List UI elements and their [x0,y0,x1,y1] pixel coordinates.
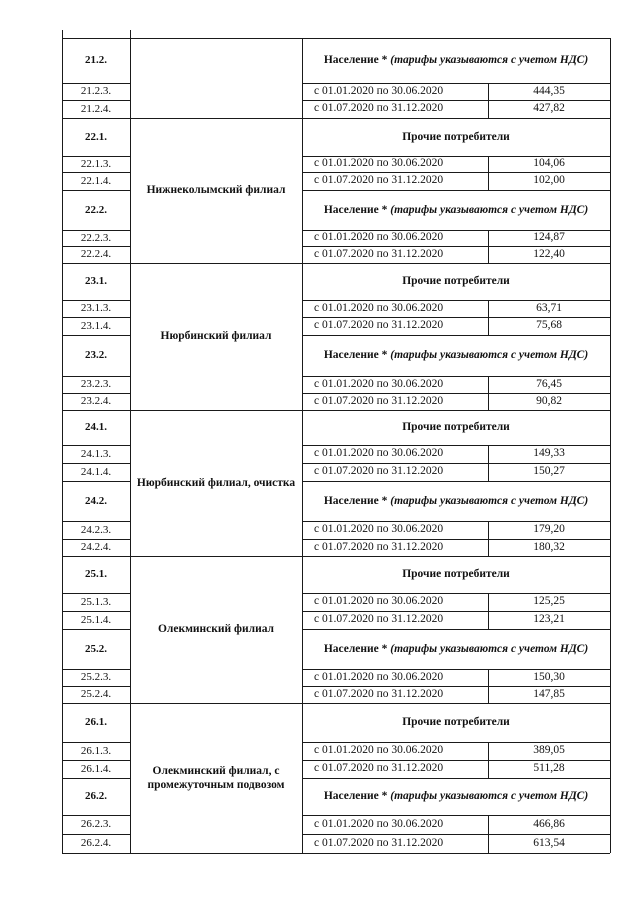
tariff-value: 75,68 [536,319,562,332]
tariff-value: 511,28 [533,762,565,775]
period-label: с 01.07.2020 по 31.12.2020 [314,394,444,407]
section-code: 22.2. [85,203,107,216]
period-label: с 01.07.2020 по 31.12.2020 [314,465,444,478]
period-label: с 01.01.2020 по 30.06.2020 [314,447,444,460]
period-label: с 01.07.2020 по 31.12.2020 [314,319,444,332]
tariff-value: 122,40 [533,247,565,260]
row-code: 25.1.4. [80,613,112,626]
tariff-value: 180,32 [533,540,565,553]
branch-cell-right [302,38,303,118]
population-header: Население * (тарифы указываются с учетом НДС) [323,203,589,216]
branch-name: Нижнеколымский филиал [146,184,286,197]
period-label: с 01.01.2020 по 30.06.2020 [314,744,444,757]
row-code: 21.2.4. [80,102,112,115]
tariff-value: 179,20 [533,523,565,536]
row-code: 23.1.3. [80,302,112,314]
tariff-value: 102,00 [533,174,565,187]
table-right-border [610,410,611,481]
row-code: 23.2.3. [80,378,112,390]
table-right-border [610,629,611,703]
tariff-value: 613,54 [533,836,565,849]
row-code: 23.1.4. [80,319,112,332]
tariff-value: 149,33 [533,447,565,460]
section-code: 23.2. [85,349,107,361]
row-code: 24.1.4. [80,465,112,478]
tariff-value: 123,21 [533,613,565,626]
row-code: 24.1.3. [80,447,112,460]
table-right-border [610,118,611,190]
period-label: с 01.07.2020 по 31.12.2020 [314,836,444,849]
other-consumers-header: Прочие потребители [402,716,510,729]
population-header: Население * (тарифы указываются с учетом НДС) [323,790,589,803]
row-code: 25.2.4. [80,688,112,700]
table-right-border [610,703,611,778]
population-header: Население * (тарифы указываются с учетом НДС) [323,642,589,655]
row-code: 25.1.3. [80,595,112,608]
branch-name: Олекминский филиал, с промежуточным подвозом [147,764,285,791]
row-code: 22.2.4. [80,248,112,260]
section-code: 24.1. [85,421,107,433]
branch-name: Нюрбинский филиал, очистка [136,476,296,489]
table-right-border [610,190,611,263]
section-code: 26.1. [85,716,107,728]
row-code: 22.2.3. [80,231,112,244]
branch-name: Олекминский филиал [157,623,275,636]
tariff-value: 90,82 [536,394,562,407]
period-label: с 01.01.2020 по 30.06.2020 [314,231,444,244]
period-row-rule [302,853,610,854]
row-code: 25.2.3. [80,671,112,683]
row-code: 26.1.3. [80,744,112,757]
tariff-value: 125,25 [533,595,565,608]
section-code: 25.1. [85,568,107,580]
period-label: с 01.01.2020 по 30.06.2020 [314,301,444,314]
other-consumers-header: Прочие потребители [402,421,510,434]
period-label: с 01.01.2020 по 30.06.2020 [314,523,444,536]
table-right-border [610,778,611,853]
row-code: 26.2.4. [80,837,112,849]
row-code: 24.2.4. [80,541,112,553]
period-label: с 01.07.2020 по 31.12.2020 [314,762,444,775]
branch-name: Нюрбинский филиал [160,330,272,343]
other-consumers-header: Прочие потребители [402,130,510,143]
row-code: 26.2.3. [80,818,112,830]
period-label: с 01.07.2020 по 31.12.2020 [314,102,444,115]
table-bottom-rule [62,853,302,854]
period-label: с 01.07.2020 по 31.12.2020 [314,540,444,553]
table-right-border [610,335,611,410]
table-right-border [610,263,611,335]
branch-cell-right [302,410,303,556]
period-label: с 01.07.2020 по 31.12.2020 [314,174,444,187]
other-consumers-header: Прочие потребители [402,568,510,581]
row-code: 23.2.4. [80,395,112,407]
table-top-stub [130,30,131,38]
branch-cell-top [130,38,302,39]
section-code: 22.1. [85,130,107,143]
period-label: с 01.01.2020 по 30.06.2020 [314,817,444,830]
population-header: Население * (тарифы указываются с учетом НДС) [323,349,589,362]
tariff-value: 150,27 [533,465,565,478]
section-code: 23.1. [85,275,107,287]
tariff-value: 427,82 [533,102,565,115]
section-code: 26.2. [85,790,107,802]
period-label: с 01.01.2020 по 30.06.2020 [314,670,444,683]
table-right-border [610,556,611,629]
tariff-value: 104,06 [533,157,565,170]
period-label: с 01.01.2020 по 30.06.2020 [314,157,444,170]
period-label: с 01.01.2020 по 30.06.2020 [314,84,444,97]
tariff-value: 63,71 [536,301,562,314]
tariff-value: 76,45 [536,377,562,390]
section-code: 24.2. [85,494,107,507]
tariff-value: 444,35 [533,84,565,97]
row-code: 22.1.3. [80,157,112,170]
other-consumers-header: Прочие потребители [402,275,510,288]
population-header: Население * (тарифы указываются с учетом НДС) [323,54,589,67]
row-code: 21.2.3. [80,85,112,97]
period-label: с 01.01.2020 по 30.06.2020 [314,377,444,390]
row-code: 26.1.4. [80,762,112,775]
period-label: с 01.07.2020 по 31.12.2020 [314,247,444,260]
tariff-value: 147,85 [533,687,565,700]
branch-cell-right [302,263,303,410]
table-right-border [610,481,611,556]
section-code: 21.2. [85,54,107,66]
period-label: с 01.07.2020 по 31.12.2020 [314,613,444,626]
population-header: Население * (тарифы указываются с учетом НДС) [323,494,589,507]
section-code: 25.2. [85,642,107,655]
tariff-value: 466,86 [533,817,565,830]
tariff-value: 124,87 [533,231,565,244]
row-code: 24.2.3. [80,523,112,536]
period-label: с 01.01.2020 по 30.06.2020 [314,595,444,608]
tariff-value: 150,30 [533,670,565,683]
table-right-border [610,38,611,118]
period-label: с 01.07.2020 по 31.12.2020 [314,687,444,700]
code-column-border [130,38,131,853]
row-code: 22.1.4. [80,174,112,187]
tariff-value: 389,05 [533,744,565,757]
